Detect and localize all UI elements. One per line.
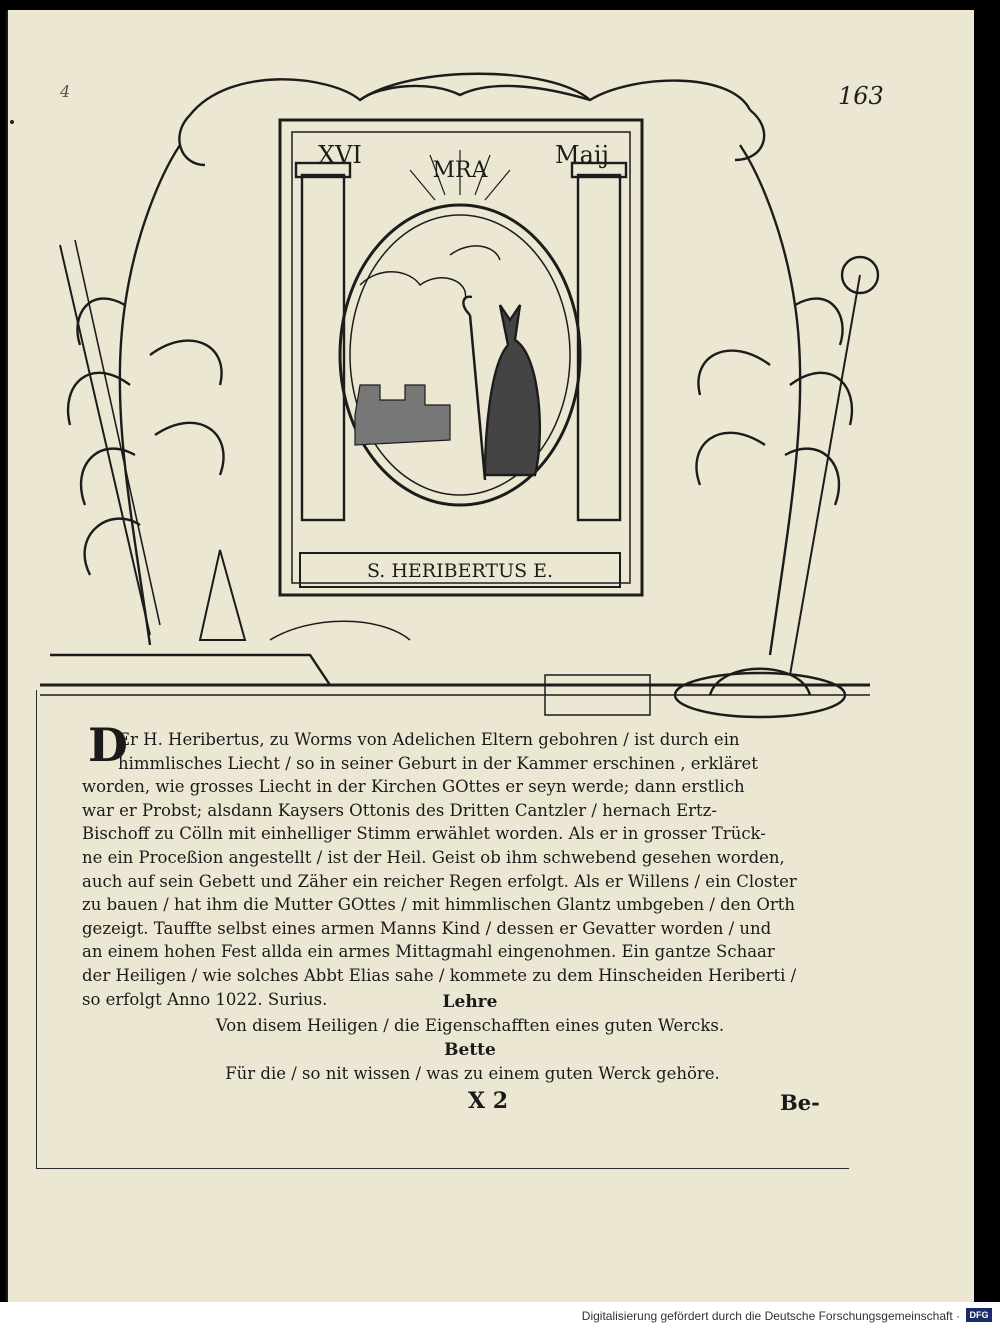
monogram: MRA	[432, 158, 488, 183]
corner-mark: 4	[60, 82, 71, 101]
footer-credit: Digitalisierung gefördert durch die Deutsche Forschungsgemeinschaft ·	[581, 1309, 960, 1323]
text-line: auch auf sein Gebett und Zäher ein reicher Regen erfolgt. Als er Willens / ein Closter	[82, 871, 797, 891]
lehre-heading: Lehre	[442, 992, 498, 1012]
text-line: worden, wie grosses Liecht in der Kirchen GOttes er seyn werde; dann erstlich	[82, 777, 745, 797]
text-line: ne ein Proceßion angestellt / ist der Heil. Geist ob ihm schwebend gesehen worden,	[82, 847, 785, 867]
lehre-text: Von disem Heiligen / die Eigenschafften eines guten Wercks.	[215, 1016, 725, 1035]
text-line: so erfolgt Anno 1022. Surius.	[82, 989, 328, 1009]
catchword: Be-	[780, 1090, 820, 1115]
engraving-illustration	[30, 55, 890, 755]
dropcap: D	[88, 718, 128, 772]
text-line: war er Probst; alsdann Kaysers Ottonis des Dritten Cantzler / hernach Ertz-	[82, 800, 717, 820]
engraving-caption: S. HERIBERTUS E.	[366, 560, 554, 582]
body-text	[82, 728, 834, 1011]
text-line: gezeigt. Tauffte selbst eines armen Manns Kind / dessen er Gevatter worden / und	[82, 918, 772, 938]
text-line: Bischoff zu Cölln mit einhelliger Stimm erwählet worden. Als er in grosser Trück-	[82, 824, 766, 844]
signature-mark: X 2	[468, 1088, 509, 1114]
date-right: Maij	[555, 141, 609, 169]
margin-dot	[10, 120, 14, 124]
footer-bar	[0, 1302, 1000, 1331]
bette-text: Für die / so nit wissen / was zu einem guten Werck gehöre.	[225, 1064, 720, 1083]
text-line: himmlisches Liecht / so in seiner Geburt in der Kammer erschinen , erkläret	[118, 753, 758, 773]
dfg-logo: DFG	[966, 1308, 992, 1322]
text-line: Er H. Heribertus, zu Worms von Adelichen Eltern gebohren / ist durch ein	[118, 730, 740, 749]
text-line: zu bauen / hat ihm die Mutter GOttes / mit himmlischen Glantz umbgeben / den Orth	[82, 895, 795, 915]
text-line: der Heiligen / wie solches Abbt Elias sahe / kommete zu dem Hinscheiden Heriberti /	[82, 965, 797, 985]
text-line: an einem hohen Fest allda ein armes Mittagmahl eingenohmen. Ein gantze Schaar	[82, 942, 775, 962]
page-number: 163	[838, 82, 884, 110]
bette-heading: Bette	[444, 1040, 496, 1060]
date-left: XVI	[318, 141, 362, 169]
